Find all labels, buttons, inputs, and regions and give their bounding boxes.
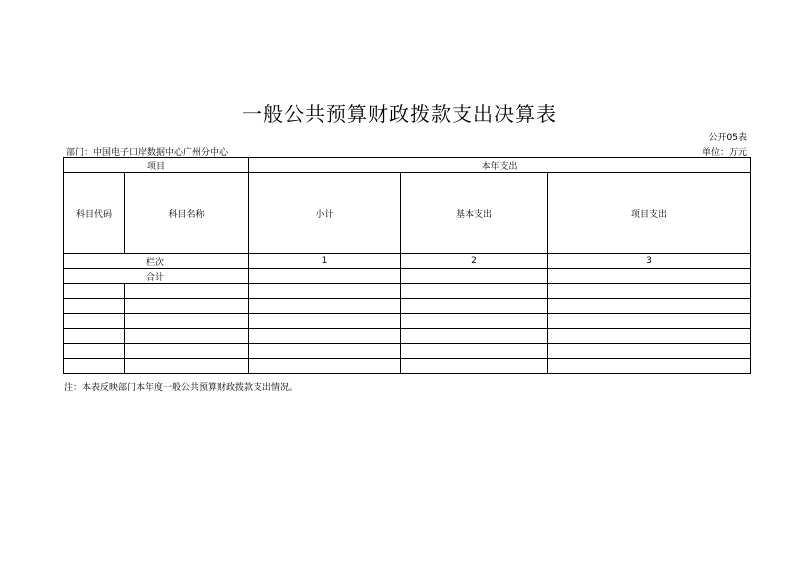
table-header-row-1: [64, 158, 751, 173]
cell: [401, 314, 548, 329]
cell: [401, 299, 548, 314]
expenditure-table: [63, 157, 751, 374]
table-note: 注：本表反映部门本年度一般公共预算财政拨款支出情况。: [64, 383, 299, 393]
table-row: [64, 284, 751, 299]
cell: [548, 359, 751, 374]
cell: [548, 344, 751, 359]
column-number-2: 2: [401, 254, 548, 269]
header-project-expenditure: 项目支出: [548, 173, 751, 254]
header-name: 科目名称: [125, 173, 249, 254]
total-row: [64, 269, 751, 284]
cell: [125, 314, 249, 329]
table-row: [64, 299, 751, 314]
cell: [64, 284, 125, 299]
table-header-row-2: [64, 173, 751, 254]
header-code: 科目代码: [64, 173, 125, 254]
total-basic-cell: [401, 269, 548, 284]
total-label: 合计: [64, 269, 249, 284]
cell: [548, 329, 751, 344]
cell: [64, 344, 125, 359]
cell: [401, 284, 548, 299]
cell: [125, 344, 249, 359]
table-row: [64, 314, 751, 329]
form-number: 公开05表: [708, 133, 747, 143]
total-subtotal-cell: [249, 269, 401, 284]
cell: [125, 299, 249, 314]
cell: [548, 299, 751, 314]
cell: [64, 329, 125, 344]
total-project-cell: [548, 269, 751, 284]
cell: [548, 284, 751, 299]
cell: [401, 359, 548, 374]
cell: [401, 344, 548, 359]
table-row: [64, 344, 751, 359]
cell: [401, 329, 548, 344]
cell: [64, 314, 125, 329]
cell: [249, 329, 401, 344]
cell: [125, 359, 249, 374]
unit-label: 单位：万元: [701, 148, 747, 158]
table-row: [64, 359, 751, 374]
column-number-3: 3: [548, 254, 751, 269]
cell: [125, 284, 249, 299]
column-number-label: 栏次: [64, 254, 249, 269]
column-number-row: [64, 254, 751, 269]
cell: [249, 344, 401, 359]
department-label: 部门：中国电子口岸数据中心广州分中心: [66, 148, 229, 158]
cell: [249, 299, 401, 314]
cell: [548, 314, 751, 329]
column-number-1: 1: [249, 254, 401, 269]
cell: [64, 299, 125, 314]
cell: [249, 359, 401, 374]
header-basic: 基本支出: [401, 173, 548, 254]
header-subtotal: 小计: [249, 173, 401, 254]
header-project: 项目: [64, 158, 249, 173]
cell: [64, 359, 125, 374]
cell: [249, 314, 401, 329]
header-current-year: 本年支出: [249, 158, 751, 173]
cell: [125, 329, 249, 344]
cell: [249, 284, 401, 299]
document-title: 一般公共预算财政拨款支出决算表: [242, 102, 557, 126]
table-row: [64, 329, 751, 344]
